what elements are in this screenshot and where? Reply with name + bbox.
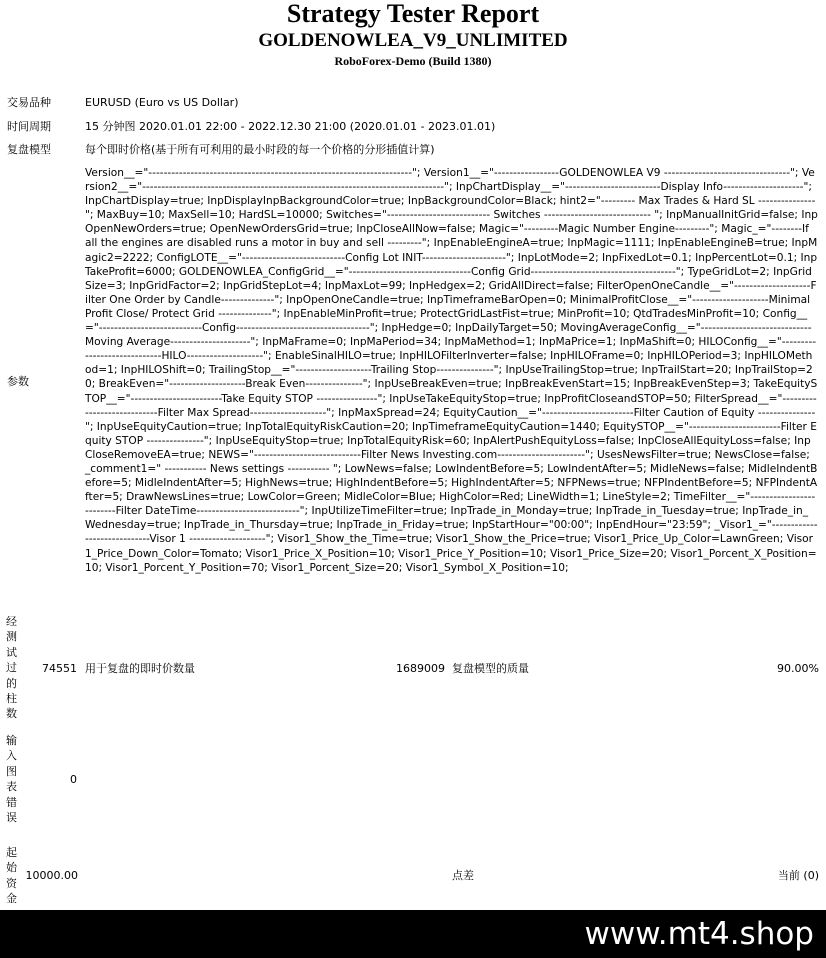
watermark-text: www.mt4.shop	[584, 916, 814, 952]
deposit-label: 起始资金	[6, 846, 17, 906]
errors-label: 输入图表错误	[6, 734, 17, 825]
quality-value: 90.00%	[777, 662, 819, 675]
symbol-label: 交易品种	[7, 96, 51, 109]
ticks-label: 用于复盘的即时价数量	[85, 662, 195, 675]
model-label: 复盘模型	[7, 143, 51, 156]
period-value: 15 分钟图 2020.01.01 22:00 - 2022.12.30 21:00 (2020.01.01 - 2023.01.01)	[85, 120, 496, 133]
symbol-value: EURUSD (Euro vs US Dollar)	[85, 96, 239, 109]
report-title: Strategy Tester Report	[286, 0, 540, 28]
expert-name: GOLDENOWLEA_V9_UNLIMITED	[258, 30, 568, 51]
model-value: 每个即时价格(基于所有可利用的最小时段的每一个价格的分形插值计算)	[85, 143, 435, 156]
spread-label: 点差	[452, 869, 474, 882]
watermark-bar	[0, 910, 826, 958]
quality-label: 复盘模型的质量	[452, 662, 529, 675]
params-label: 参数	[7, 375, 29, 388]
params-value: Version__="---------------------------------------------------------------------"; Version1__="-----------------GOLDENOWLEA V9 ---------------------------------"; Version2__="-------------------------------------------------------------------------------"; InpChartDisplay__="-------------------------Display Info---------------------"; InpChartDisplay=true; InpDisplayInpBackgroundColor=true; InpBackgroundColor=Black; hint2="--------- Max Trades & Hard SL ---------------"; MaxBuy=10; MaxSell=10; HardSL=10000; Switches="--------------------------- Switches ---------------------------- "; InpManualInitGrid=false; InpOpenNewOrders=true; OpenNewOrdersGrid=true; InpCloseAllNow=false; Magic="---------Magic Number Engine---------"; Magic_="--------If all the engines are disabled runs a motor in buy and sell ---------"; InpEnableEngineA=true; InpMagic=1111; InpEnableEngineB=true; InpMagic2=2222; ConfigLOTE__="---------------------------Config Lot INIT----------------------"; InpLotMode=2; InpFixedLot=0.1; InpPercentLot=0.1; InpTakeProfit=6000; GOLDENOWLEA_ConfigGrid__="--------------------------------Config Grid--------------------------------------"; TypeGridLot=2; InpGridSize=3; InpGridFactor=2; InpGridStepLot=4; InpMaxLot=99; InpHedgex=2; GridAllDirect=false; FilterOpenOneCandle__="--------------------Filter One Order by Candle--------------"; InpOpenOneCandle=true; InpTimeframeBarOpen=0; MinimalProfitClose__="--------------------Minimal Profit Close/ Protect Grid --------------"; InpEnableMinProfit=true; ProtectGridLastFist=true; MinProfit=10; QtdTradesMinProfit=10; Config__="---------------------------Config-----------------------------------"; InpHedge=0; InpDailyTarget=50; MovingAverageConfig__="-----------------------------Moving Average---------------------"; InpMaFrame=0; InpMaPeriod=34; InpMaMethod=1; InpMaPrice=1; InpMaShift=0; HILOConfig__="-----------------------------HILO--------------------"; EnableSinalHILO=true; InpHILOFilterInverter=false; InpHILOFrame=0; InpHILOPeriod=3; InpHILOMethod=1; InpHILOShift=0; TrailingStop__="--------------------Trailing Stop---------------"; InpUseTrailingStop=true; InpTrailStart=20; InpTrailStop=20; BreakEven="--------------------Break Even---------------"; InpUseBreakEven=true; InpBreakEvenStart=15; InpBreakEvenStep=3; TakeEquitySTOP__="------------------------Take Equity STOP ----------------"; InpUseTakeEquityStop=true; InpProfitCloseandSTOP=50; FilterSpread__="----------------------------Filter Max Spread--------------------"; InpMaxSpread=24; EquityCaution__="------------------------Filter Caution of Equity ---------------"; InpUseEquityCaution=true; InpTotalEquityRiskCaution=20; InpTimeframeEquityCaution=1440; EquitySTOP__="------------------------Filter Equity STOP ---------------"; InpUseEquityStop=true; InpTotalEquityRisk=60; InpAlertPushEquityLoss=false; InpCloseAllEquityLoss=false; InpCloseRemoveEA=true; NEWS="----------------------------Filter News Investing.com-----------------------"; UsesNewsFilter=true; NewsClose=false; _comment1=" ----------- News settings ----------- "; LowNews=false; LowIndentBefore=5; LowIndentAfter=5; MidleNews=false; MidleIndentBefore=5; MidleIndentAfter=5; HighNews=true; HighIndentBefore=5; HighIndentAfter=5; NFPNews=true; NFPIndentBefore=5; NFPIndentAfter=5; DrawNewsLines=true; LowColor=Green; MidleColor=Blue; HighColor=Red; LineWidth=1; LineStyle=2; TimeFilter__="-------------------------Filter DateTime---------------------------"; InpUtilizeTimeFilter=true; InpTrade_in_Monday=true; InpTrade_in_Tuesday=true; InpTrade_in_Wednesday=true; InpTrade_in_Thursday=true; InpTrade_in_Friday=true; InpStartHour="00:00"; InpEndHour="23:59"; _Visor1_="-----------------------------Visor 1 --------------------"; Visor1_Show_the_Time=true; Visor1_Show_the_Price=true; Visor1_Price_Up_Color=LawnGreen; Visor1_Price_Down_Color=Tomato; Visor1_Price_X_Position=10; Visor1_Price_Y_Position=10; Visor1_Price_Size=20; Visor1_Porcent_X_Position=10; Visor1_Porcent_Y_Position=70; Visor1_Porcent_Size=20; Visor1_Symbol_X_Position=10;	[85, 167, 818, 574]
errors-value: 0	[70, 773, 77, 786]
ticks-value: 1689009	[396, 662, 445, 675]
spread-value: 当前 (0)	[777, 869, 819, 882]
deposit-value: 10000.00	[25, 869, 78, 882]
bars-value: 74551	[42, 662, 77, 675]
bars-label: 经测试过的柱数	[6, 615, 17, 721]
server-build: RoboForex-Demo (Build 1380)	[334, 54, 492, 68]
period-label: 时间周期	[7, 120, 51, 133]
